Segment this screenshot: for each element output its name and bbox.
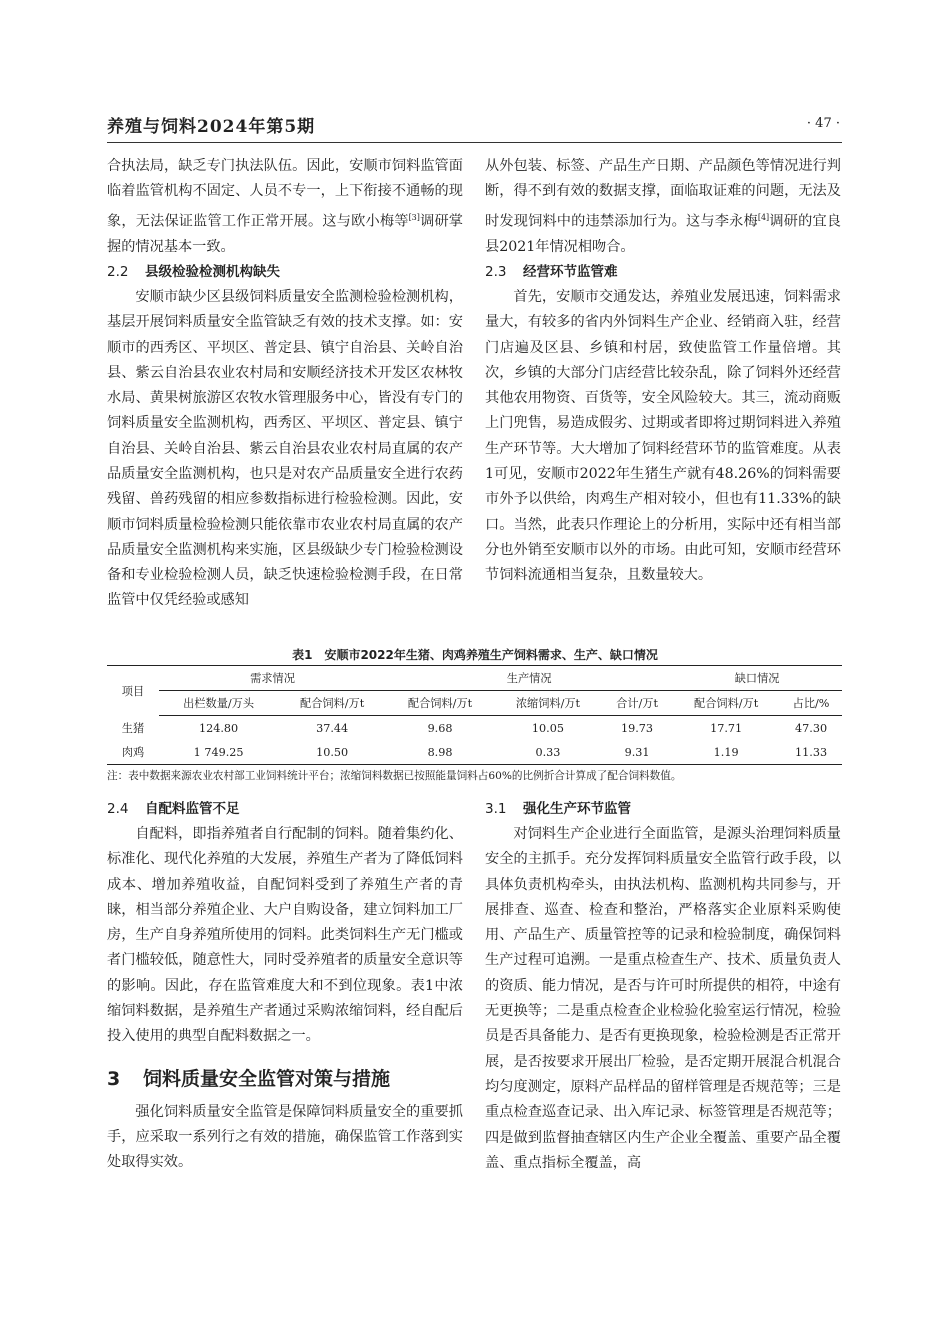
paragraph: 对饲料生产企业进行全面监管，是源头治理饲料质量安全的主抓手。充分发挥饲料质量安全监管行政手段，以具体负责机构牵头，由执法机构、监测机构共同参与，开展排查、巡查、检查和整治，严格落实企业原料采购使用、产品生产、质量管控等的记录和检验制度，确保饲料生产过程可追溯。一是重点检查生产、技术、质量负责人的资质、能力情况，是否与许可时所提供的相符，中途有无更换等；二是重点检查企业检验化验室运行情况，检验员是否具备能力、是否有更换现象，检验检测是否正常开展，是否按要求开展出厂检验，是否定期开展混合机混合均匀度测定，原料产品样品的留样管理是否规范等；三是重点检查巡查记录、出入库记录、标签管理是否规范等；四是做到监督抽查辖区内生产企业全覆盖、重要产品全覆盖、重点指标全覆盖，高 bbox=[485, 826, 841, 1171]
citation: [3] bbox=[408, 212, 420, 222]
table-title: 表1 安顺市2022年生猪、肉鸡养殖生产饲料需求、生产、缺口情况 bbox=[292, 648, 658, 662]
header-rule bbox=[107, 142, 842, 143]
citation: [4] bbox=[757, 212, 770, 222]
paragraph: 自配料，即指养殖者自行配制的饲料。随着集约化、标准化、现代化养殖的大发展，养殖生产者为了降低饲料成本、增加养殖收益，自配饲料受到了养殖生产者的青睐，相当部分养殖企业、大户自购设备，建立饲料加工厂房，生产自身养殖所使用的饲料。此类饲料生产无门槛或者门槛较低，随意性大，同时受养殖者的质量安全意识等的影响。因此，存在监管难度大和不到位现象。表1中浓缩饲料数据，是养殖生产者通过采购浓缩饲料，经自配后投入使用的典型自配料数据之一。 bbox=[107, 826, 463, 1045]
section-heading-2-3: 2.3 经营环节监管难 bbox=[485, 263, 618, 280]
column-header: 占比/% bbox=[780, 691, 842, 716]
data-table bbox=[107, 665, 842, 765]
column-header: 配合饲料/万t bbox=[386, 691, 494, 716]
page-number: · 47 · bbox=[806, 116, 840, 131]
column-header: 浓缩饲料/万t bbox=[494, 691, 602, 716]
item-header: 项目 bbox=[121, 684, 145, 698]
paragraph: 合执法局，缺乏专门执法队伍。因此，安顺市饲料监管面临着监管机构不固定、人员不专一，上下衔接不通畅的现象，无法保证监管工作正常开展。这与欧小梅等[3]调研掌握的情况基本一致。 bbox=[107, 158, 463, 255]
section-heading-2-2: 2.2 县级检验检测机构缺失 bbox=[107, 263, 280, 280]
group-demand: 需求情况 bbox=[159, 666, 386, 691]
section-heading-2-4: 2.4 自配料监管不足 bbox=[107, 801, 240, 817]
right-column-bottom bbox=[485, 797, 841, 1176]
column-header: 出栏数量/万头 bbox=[159, 691, 278, 716]
paragraph: 从外包装、标签、产品生产日期、产品颜色等情况进行判断，得不到有效的数据支撑，面临取证难的问题，无法及时发现饲料中的违禁添加行为。这与李永梅[4]调研的宜良县2021年情况相吻合。 bbox=[485, 158, 841, 255]
group-production: 生产情况 bbox=[386, 666, 672, 691]
column-header: 配合饲料/万t bbox=[672, 691, 780, 716]
paragraph: 首先，安顺市交通发达，养殖业发展迅速，饲料需求量大，有较多的省内外饲料生产企业、经销商入驻，经营门店遍及区县、乡镇和村居，致使监管工作量倍增。其次，乡镇的大部分门店经营比较杂乱，除了饲料外还经营其他农用物资、百货等，安全风险较大。其三，流动商贩上门兜售，易造成假劣、过期或者即将过期饲料进入养殖生产环节等。大大增加了饲料经营环节的监管难度。从表1可见，安顺市2022年生猪生产就有48.26%的饲料需要市外予以供给，肉鸡生产相对较小，但也有11.33%的缺口。当然，此表只作理论上的分析用，实际中还有相当部分也外销至安顺市以外的市场。由此可知，安顺市经营环节饲料流通相当复杂，且数量较大。 bbox=[485, 288, 841, 584]
table-row: 肉鸡 1 749.25 10.50 8.98 0.33 9.31 1.19 11.33 bbox=[121, 745, 828, 759]
table-row: 生猪 124.80 37.44 9.68 10.05 19.73 17.71 47.30 bbox=[121, 721, 828, 735]
group-gap: 缺口情况 bbox=[672, 666, 842, 691]
paragraph: 安顺市缺少区县级饲料质量安全监测检验检测机构，基层开展饲料质量安全监管缺乏有效的技术支撑。如：安顺市的西秀区、平坝区、普定县、镇宁自治县、关岭自治县、紫云自治县农业农村局和安顺经济技术开发区农林牧水局、黄果树旅游区农牧水管理服务中心，皆没有专门的饲料质量安全监测机构，西秀区、平坝区、普定县、镇宁自治县、关岭自治县、紫云自治县农业农村局直属的农产品质量安全监测机构，也只是对农产品质量安全进行农药残留、兽药残留的相应参数指标进行检验检测。因此，安顺市饲料质量检验检测只能依靠市农业农村局直属的农产品质量安全监测机构来实施，区县级缺少专门检验检测设备和专业检验检测人员，缺乏快速检验检测手段，在日常监管中仅凭经验或感知 bbox=[107, 288, 463, 609]
paragraph: 强化饲料质量安全监管是保障饲料质量安全的重要抓手，应采取一系列行之有效的措施，确保监管工作落到实处取得实效。 bbox=[107, 1103, 463, 1171]
section-heading-3-1: 3.1 强化生产环节监管 bbox=[485, 801, 631, 817]
right-column-top bbox=[485, 154, 841, 588]
column-header: 配合饲料/万t bbox=[278, 691, 386, 716]
left-column-bottom bbox=[107, 797, 463, 1176]
column-header: 合计/万t bbox=[602, 691, 672, 716]
table-note: 注：表中数据来源农业农村部工业饲料统计平台；浓缩饲料数据已按照能量饲料占60%的比例折合计算成了配合饲料数值。 bbox=[107, 770, 682, 782]
left-column-top bbox=[107, 154, 463, 614]
section-heading-3: 3 饲料质量安全监管对策与措施 bbox=[107, 1067, 391, 1090]
journal-title: 养殖与饲料2024年第5期 bbox=[107, 117, 316, 137]
